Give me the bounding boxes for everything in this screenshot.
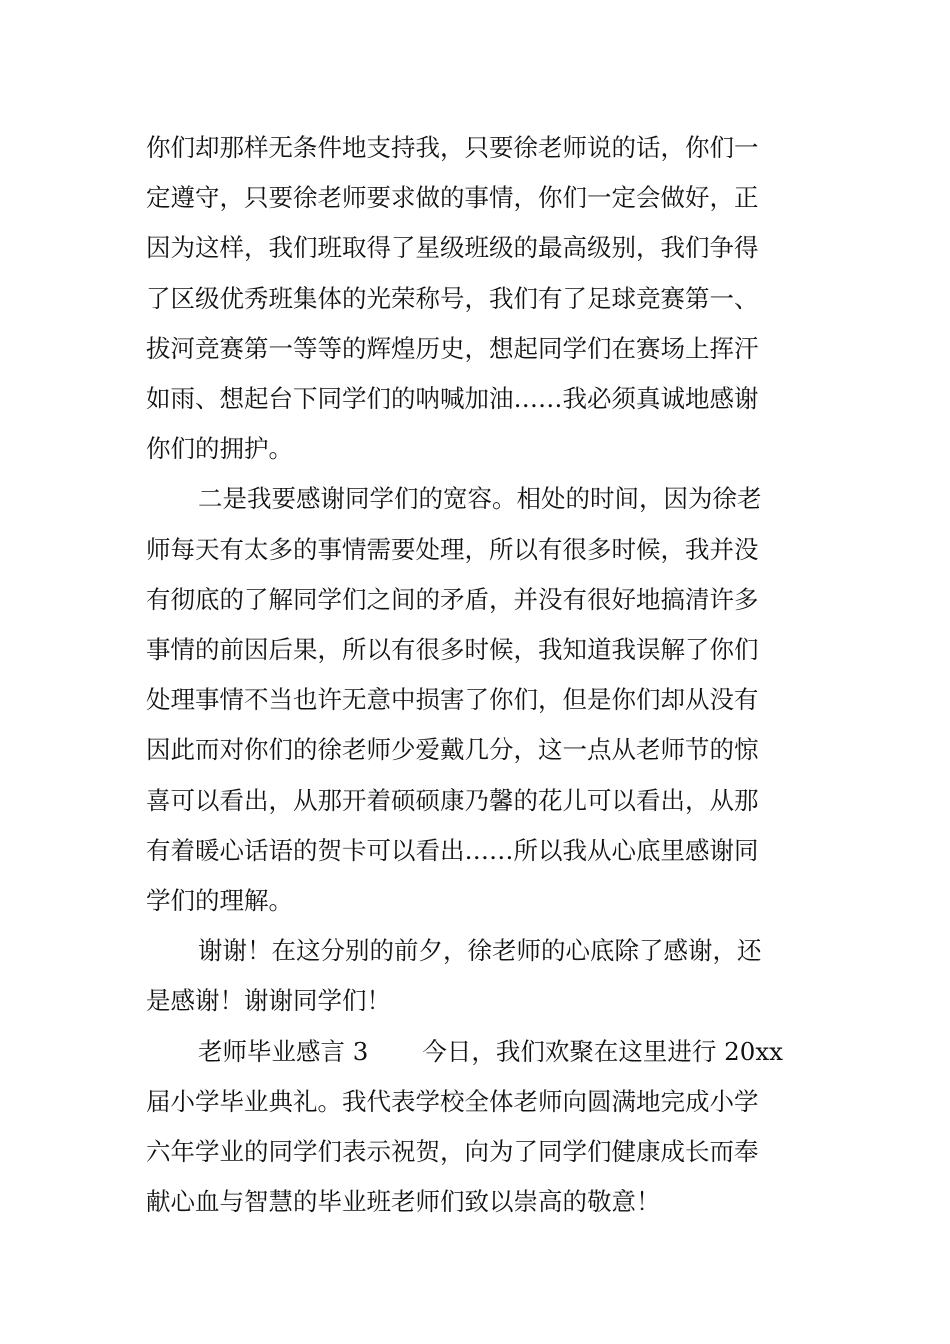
- text-line: 因此而对你们的徐老师少爱戴几分，这一点从老师节的惊: [146, 735, 759, 765]
- text-line: 喜可以看出，从那开着硕硕康乃馨的花儿可以看出，从那: [146, 785, 759, 815]
- text-line: 处理事情不当也许无意中损害了你们，但是你们却从没有: [146, 685, 759, 715]
- text-line: [146, 1027, 808, 1077]
- text-line: 因为这样，我们班取得了星级班级的最高级别，我们争得: [146, 233, 759, 263]
- text-line: 了区级优秀班集体的光荣称号，我们有了足球竞赛第一、: [146, 283, 759, 313]
- text-line: 事情的前因后果，所以有很多时候，我知道我误解了你们: [146, 635, 759, 665]
- text-line: 献心血与智慧的毕业班老师们致以崇高的敬意！: [146, 1187, 661, 1217]
- text-line: 有彻底的了解同学们之间的矛盾，并没有很好地搞清许多: [146, 584, 759, 614]
- paragraph-thanks: [146, 926, 808, 1026]
- document-body: [146, 123, 808, 1227]
- paragraph-graduation-speech: [146, 1027, 808, 1228]
- text-line: 定遵守，只要徐老师要求做的事情，你们一定会做好，正: [146, 183, 759, 213]
- text-line: 拔河竞赛第一等等的辉煌历史，想起同学们在赛场上挥汗: [146, 333, 759, 363]
- text-line: 师每天有太多的事情需要处理，所以有很多时候，我并没: [146, 534, 759, 564]
- text-line: 如雨、想起台下同学们的呐喊加油……我必须真诚地感谢: [146, 384, 759, 414]
- text-line: 谢谢！在这分别的前夕，徐老师的心底除了感谢，还: [198, 936, 762, 966]
- text-line: 二是我要感谢同学们的宽容。相处的时间，因为徐老: [198, 484, 762, 514]
- paragraph-tolerance: [146, 474, 808, 926]
- section-heading: 老师毕业感言 3: [198, 1036, 369, 1066]
- text-line: 你们的拥护。: [146, 434, 293, 464]
- text-line: 届小学毕业典礼。我代表学校全体老师向圆满地完成小学: [146, 1086, 759, 1116]
- text-line: 是感谢！谢谢同学们！: [146, 986, 391, 1016]
- text-line: 学们的理解。: [146, 886, 293, 916]
- first-line-text: 今日，我们欢聚在这里进行 20xx: [422, 1036, 783, 1066]
- text-line: 六年学业的同学们表示祝贺，向为了同学们健康成长而奉: [146, 1137, 759, 1167]
- text-line: 有着暖心话语的贺卡可以看出……所以我从心底里感谢同: [146, 835, 759, 865]
- paragraph-support: [146, 123, 808, 474]
- text-line: 你们却那样无条件地支持我，只要徐老师说的话，你们一: [146, 133, 759, 162]
